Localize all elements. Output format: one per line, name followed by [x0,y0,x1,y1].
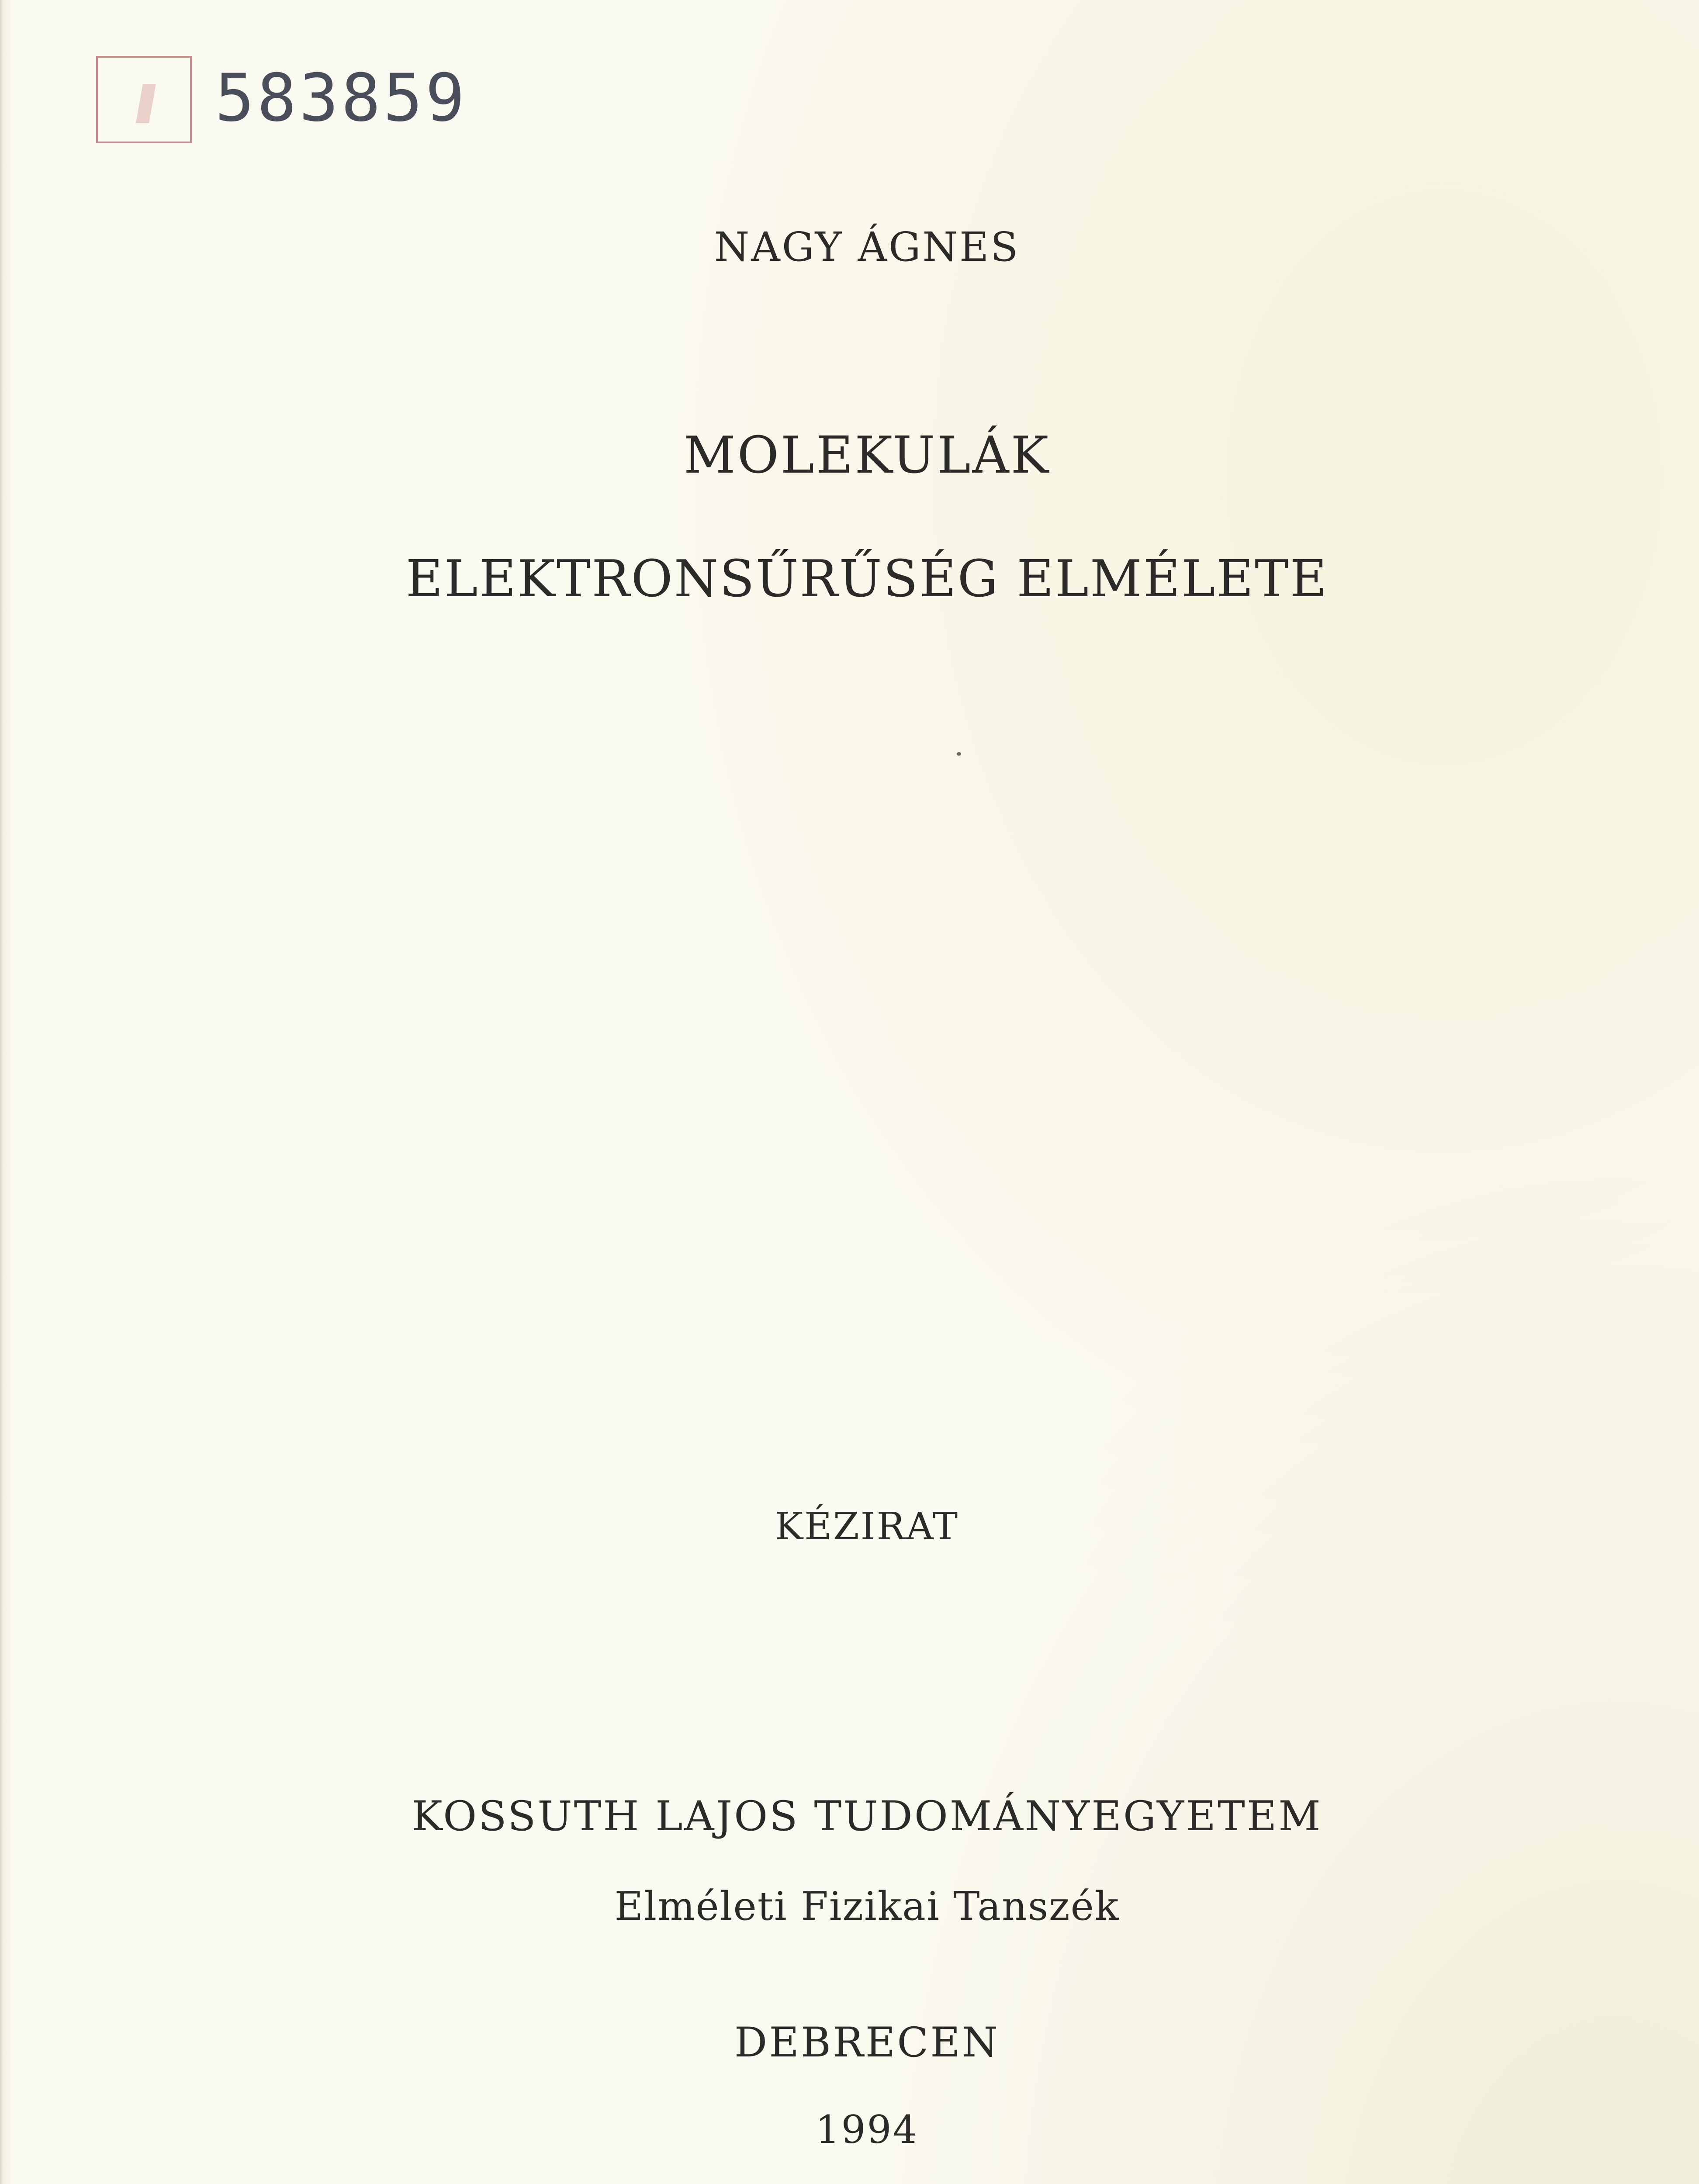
institution-name: KOSSUTH LAJOS TUDOMÁNYEGYETEM [412,1793,1322,1840]
publication-city: DEBRECEN [734,2019,1000,2067]
accession-number: 583859 [215,60,467,136]
department-name: Elméleti Fizikai Tanszék [614,1883,1120,1929]
paper-speck [957,752,961,756]
title-line-1: MOLEKULÁK [683,426,1051,485]
stamp-mark [136,84,156,123]
document-type: KÉZIRAT [775,1505,959,1548]
author-name: NAGY ÁGNES [714,224,1020,270]
publication-year: 1994 [815,2107,919,2152]
title-line-2: ELEKTRONSŰRŰSÉG ELMÉLETE [405,549,1329,608]
library-stamp [96,56,192,143]
